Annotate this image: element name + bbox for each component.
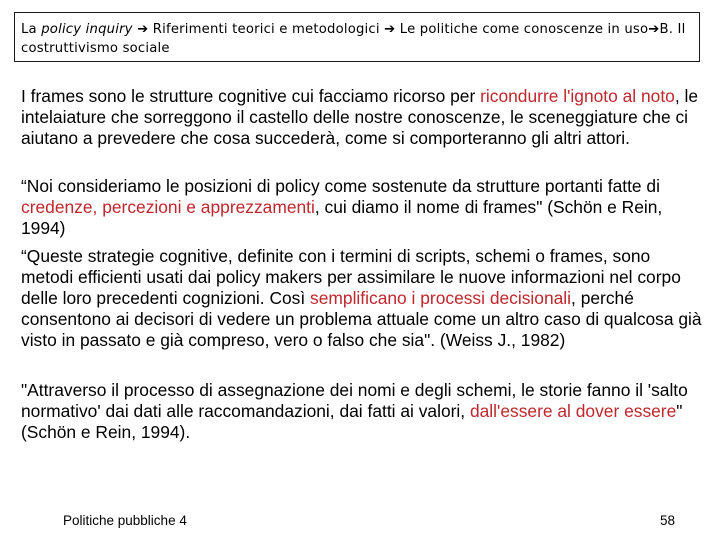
text-segment: “Noi consideriamo le posizioni di policy come sostenute da strutture portanti fatte di: [21, 176, 660, 196]
breadcrumb-segment: policy inquiry: [41, 22, 133, 37]
paragraph-schon-rein-quote: [21, 176, 705, 239]
paragraph-frames-definition: [21, 86, 705, 149]
paragraph-weiss-quote: [21, 246, 705, 351]
breadcrumb-segment: La: [21, 22, 42, 37]
highlighted-text: ricondurre l'ignoto al noto: [480, 86, 675, 106]
highlighted-text: credenze, percezioni e apprezzamenti: [21, 197, 315, 217]
arrow-right-icon: ➔: [648, 22, 660, 37]
arrow-right-icon: ➔: [137, 22, 149, 37]
arrow-right-icon: ➔: [384, 22, 396, 37]
text-segment: , le intelaiature che sorreggono il castello delle nostre conoscenze, le sceneggiature che ci aiutano a prevedere che cosa succederà, come si comporteranno gli altri attori.: [21, 86, 699, 148]
text-segment: , perché consentono ai decisori di vedere un problema attuale come un altro caso di qualcosa già visto in passato e già compreso, vero o falso che sia". (Weiss J., 1982): [21, 288, 702, 350]
text-segment: , cui diamo il nome di frames" (Schön e Rein, 1994): [21, 197, 663, 238]
footer-label: Politiche pubbliche 4: [63, 513, 187, 528]
breadcrumb-header: [14, 12, 700, 62]
breadcrumb-segment: Le politiche come conoscenze in uso: [395, 22, 649, 37]
text-segment: I frames sono le strutture cognitive cui facciamo ricorso per: [21, 86, 481, 106]
highlighted-text: semplificano i processi decisionali: [310, 288, 572, 308]
breadcrumb-segment: B. Il costruttivismo sociale: [21, 22, 686, 56]
text-segment: "Attraverso il processo di assegnazione dei nomi e degli schemi, le storie fanno il 'salto normativo' dai dati alle raccomandazioni, dai fatti ai valori,: [21, 380, 688, 421]
paragraph-normative-leap-quote: [21, 380, 705, 443]
breadcrumb-segment: Riferimenti teorici e metodologici: [148, 22, 385, 37]
page-number: 58: [660, 513, 676, 528]
text-segment: " (Schön e Rein, 1994).: [21, 401, 683, 442]
text-segment: “Queste strategie cognitive, definite con i termini di scripts, schemi o frames, sono metodi efficienti usati dai policy makers per assimilare le nuove informazioni nel corpo delle loro precedenti cognizioni. Così: [21, 246, 681, 308]
highlighted-text: dall'essere al dover essere: [469, 401, 677, 421]
